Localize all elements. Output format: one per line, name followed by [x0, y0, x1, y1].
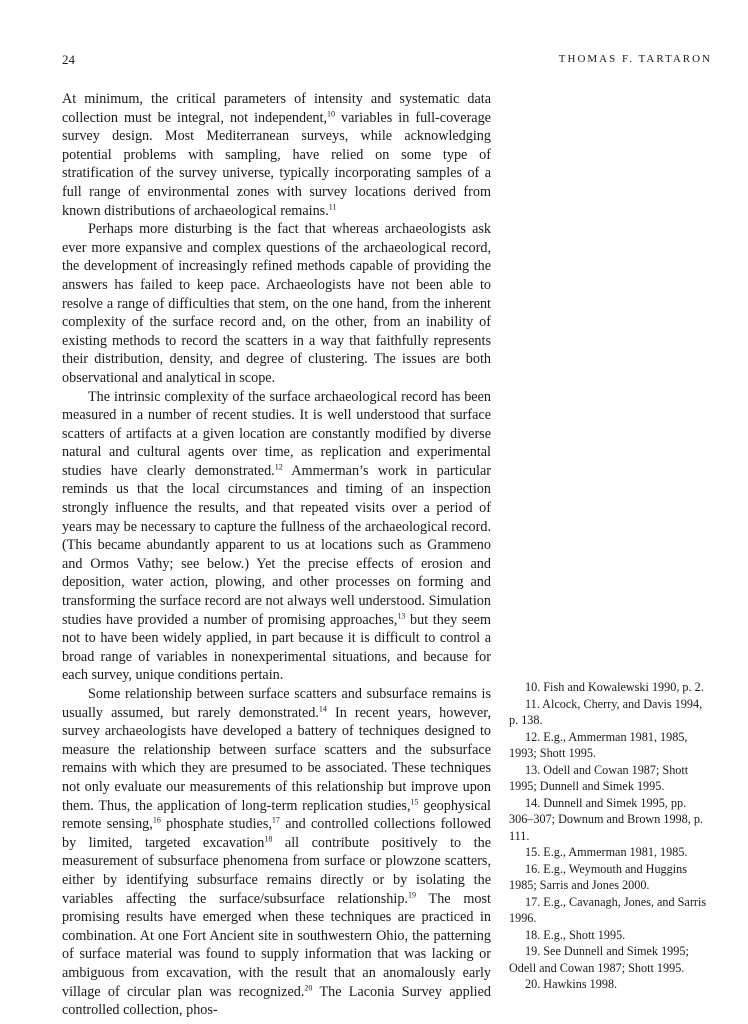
footnote-ref: 12: [274, 462, 283, 472]
footnote-ref: 17: [271, 815, 280, 825]
footnote: 19. See Dunnell and Simek 1995; Odell and Cowan 1987; Shott 1995.: [509, 944, 689, 975]
text-run: The intrinsic complexity of the surface archaeological record has been measured in a number of recent studies. It is well understood that surface scatters of artifacts at a given location are constantly modified by diverse natural and cultural agents over time, as replication and experimental studies have clearly demonstrated.: [62, 388, 491, 479]
text-run: The Laconia Survey applied controlled collection, phos-: [62, 983, 491, 1019]
text-run: but they seem not to have been widely applied, in part because it is difficult to control a broad range of variables in nonexperimental situations, and because for each survey, unique conditions pertain.: [62, 611, 491, 684]
footnote: 17. E.g., Cavanagh, Jones, and Sarris 1996.: [509, 894, 707, 925]
body-paragraph: [62, 90, 491, 220]
footnote-ref: 14: [318, 703, 327, 713]
footnote: 10. Fish and Kowalewski 1990, p. 2.: [525, 680, 704, 694]
body-paragraph: [62, 220, 491, 387]
text-run: geophysical remote sensing,: [62, 797, 492, 833]
footnote: 15. E.g., Ammerman 1981, 1985.: [525, 845, 688, 859]
text-run: The most promising results have emerged when these techniques are practiced in combination. At one Fort Ancient site in southwestern Ohio, the patterning of surface material was found to supply information that was lacking or ambiguous from excavation, with the result that an anomalously early village of circular plan was recognized.: [62, 890, 491, 1000]
main-text: [62, 90, 491, 1020]
footnote-ref: 13: [397, 610, 406, 620]
footnote: 18. E.g., Shott 1995.: [525, 927, 626, 942]
footnote-ref: 10: [327, 108, 335, 118]
footnote-ref: 11: [328, 201, 337, 211]
footnote-ref: 18: [264, 834, 273, 844]
text-run: At minimum, the critical parameters of intensity and systematic data collection must be integral, not independent,: [62, 91, 491, 126]
text-run: In recent years, however, survey archaeologists have developed a battery of techniques designed to measure the relationship between surface scatters and the subsurface remains with which they are presumed to be associated. These techniques not only evaluate our measurements of this relationship but improve upon them. Thus, the application of long-term replication studies,: [62, 704, 492, 814]
text-run: Perhaps more disturbing is the fact that whereas archaeologists ask ever more expansive and complex questions of the archaeological record, the development of increasingly refined methods capable of providing the answers has failed to keep pace. Archaeologists have not been able to resolve a range of difficulties that stem, on the one hand, from the inherent complexity of the surface record and, on the other, from an inability of existing methods to record the scatters in a way that faithfully represents their distribution, density, and degree of clustering. The issues are both observational and analytical in scope.: [62, 221, 491, 386]
text-run: phosphate studies,: [160, 816, 272, 833]
footnote-ref: 20: [304, 982, 313, 992]
text-run: Ammerman’s work in particular reminds us that the local circumstances and timing of an inspection strongly influence the results, and that repeated visits over a period of years may be necessary to capture the fullness of the archaeological record. (This became abundantly apparent to us at locations such as Grammeno and Ormos Vathy; see below.) Yet the precise effects of erosion and deposition, water action, plowing, and other processes on forming and transforming the surface record are not always well understood. Simulation studies have provided a number of promising approaches,: [62, 462, 492, 628]
footnote: 16. E.g., Weymouth and Huggins 1985; Sarris and Jones 2000.: [509, 861, 687, 892]
footnote-ref: 15: [410, 796, 419, 806]
footnote: 12. E.g., Ammerman 1981, 1985, 1993; Shott 1995.: [509, 729, 688, 760]
text-run: Some relationship between surface scatters and subsurface remains is usually assumed, but rarely demonstrated.: [62, 686, 491, 721]
body-paragraph: [62, 685, 491, 1020]
running-head: THOMAS F. TARTARON: [558, 53, 712, 65]
body-paragraph: [62, 388, 491, 686]
text-run: variables in full-coverage survey design. Most Mediterranean surveys, while acknowledging potential problems with sampling, have relied on some type of stratification of the survey universe, typically incorporating samples of a full range of environmental zones with survey locations derived from known distributions of archaeological remains.: [62, 109, 491, 219]
text-run: and controlled collections followed by limited, targeted excavation: [62, 816, 492, 851]
footnote-ref: 16: [152, 815, 161, 825]
footnote: 11. Alcock, Cherry, and Davis 1994, p. 138.: [509, 696, 703, 727]
page-number: 24: [62, 52, 75, 67]
footnote-ref: 19: [407, 889, 416, 899]
text-run: all contribute positively to the measurement of subsurface phenomena from surface or plowzone scatters, either by identifying subsurface remains directly or by isolating the variables affecting the surface/subsurface relationship.: [62, 834, 492, 907]
footnote: 13. Odell and Cowan 1987; Shott 1995; Dunnell and Simek 1995.: [509, 762, 689, 793]
footnote: 14. Dunnell and Simek 1995, pp. 306–307; Downum and Brown 1998, p. 111.: [509, 795, 703, 843]
footnote: 20. Hawkins 1998.: [525, 977, 618, 991]
footnotes: [509, 679, 711, 993]
